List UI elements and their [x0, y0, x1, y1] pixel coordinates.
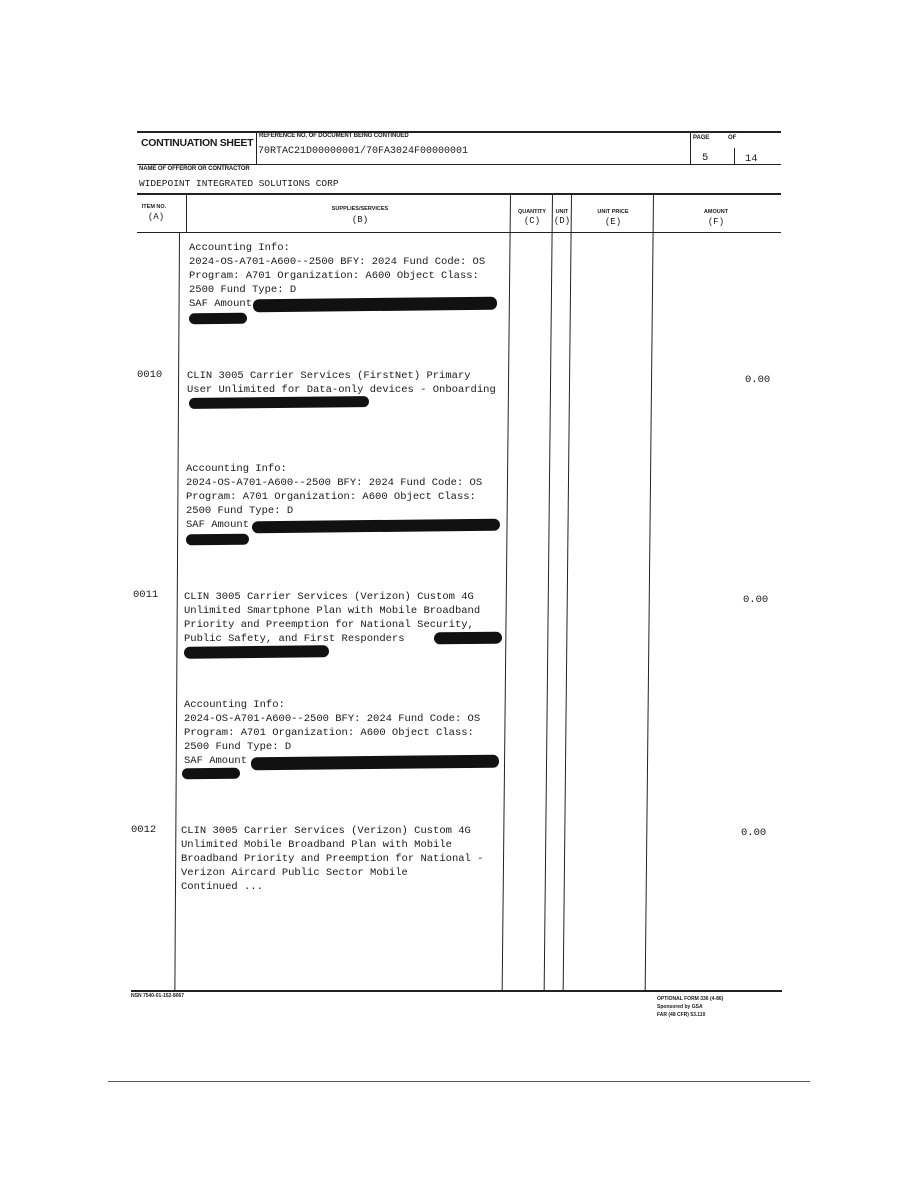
page-total: 14: [745, 153, 758, 165]
col-letter-d: (D): [553, 216, 571, 226]
text-line: Accounting Info:: [184, 699, 285, 711]
text-line: 2024-OS-A701-A600--2500 BFY: 2024 Fund Code: OS: [184, 713, 481, 725]
header-divider-2: [690, 131, 691, 164]
header-mid-rule: [137, 164, 781, 165]
col-letter-b: (B): [351, 215, 369, 225]
text-line: 2500 Fund Type: D: [186, 505, 294, 517]
ref-value: 70RTAC21D00000001/70FA3024F00000001: [258, 146, 469, 157]
item-no-0010: 0010: [137, 369, 163, 381]
text-line: CLIN 3005 Carrier Services (Verizon) Custom 4G: [181, 825, 471, 837]
col-rule-a-head: [186, 194, 187, 232]
amount-0012: 0.00: [741, 827, 767, 839]
col-rule-e: [645, 194, 654, 990]
redaction-bar: [184, 645, 329, 659]
item-description-0010: [187, 369, 496, 397]
redaction-bar: [251, 755, 499, 771]
col-head-amount: AMOUNT: [703, 209, 729, 215]
redaction-bar: [182, 768, 240, 780]
nsn-number: NSN 7540-01-152-8067: [131, 993, 185, 999]
redaction-bar: [189, 396, 369, 409]
text-line: Continued ...: [181, 881, 263, 893]
redaction-bar: [434, 632, 502, 645]
table-bottom-rule: [131, 990, 782, 992]
table-top-rule: [137, 193, 781, 195]
item-no-0012: 0012: [131, 824, 157, 836]
ref-label: REFERENCE NO. OF DOCUMENT BEING CONTINUED: [259, 133, 409, 139]
col-rule-b: [502, 194, 511, 990]
text-line: Accounting Info:: [186, 463, 287, 475]
text-line: Verizon Aircard Public Sector Mobile: [181, 867, 408, 879]
col-letter-e: (E): [604, 217, 622, 227]
text-line: Program: A701 Organization: A600 Object Class:: [186, 491, 476, 503]
offeror-label: NAME OF OFFEROR OR CONTRACTOR: [139, 166, 250, 172]
form-number: OPTIONAL FORM 336 (4-86): [657, 996, 724, 1002]
header-top-rule: [137, 131, 781, 133]
text-line: CLIN 3005 Carrier Services (FirstNet) Primary: [187, 370, 471, 382]
header-divider-1: [256, 131, 257, 164]
text-line: Unlimited Mobile Broadband Plan with Mobile: [181, 839, 452, 851]
header-divider-3: [734, 148, 735, 164]
text-line: SAF Amount: [184, 755, 248, 767]
table-header-rule: [137, 232, 781, 233]
text-line: Program: A701 Organization: A600 Object Class:: [189, 270, 479, 282]
text-line: Accounting Info:: [189, 242, 290, 254]
col-rule-d: [563, 194, 572, 990]
text-line: 2024-OS-A701-A600--2500 BFY: 2024 Fund Code: OS: [189, 256, 486, 268]
text-line: 2500 Fund Type: D: [184, 741, 292, 753]
redaction-bar: [186, 534, 249, 546]
text-line: SAF Amount: [186, 519, 250, 531]
page-number: 5: [702, 152, 709, 164]
col-head-unit-price: UNIT PRICE: [597, 209, 629, 215]
text-line: Public Safety, and First Responders: [184, 633, 405, 645]
col-letter-c: (C): [523, 216, 541, 226]
of-label: OF: [728, 135, 737, 141]
col-rule-a: [174, 232, 180, 990]
col-head-item: ITEM NO.: [141, 204, 167, 210]
text-line: User Unlimited for Data-only devices - Onboarding: [187, 384, 496, 396]
form-regulation: FAR (48 CFR) 53.110: [657, 1012, 706, 1018]
text-line: 2500 Fund Type: D: [189, 284, 297, 296]
col-rule-c: [544, 194, 553, 990]
col-head-supplies: SUPPLIES/SERVICES: [331, 206, 389, 212]
scan-edge-rule: [108, 1081, 810, 1082]
item-description-0012: [181, 824, 483, 894]
text-line: Program: A701 Organization: A600 Object Class:: [184, 727, 474, 739]
text-line: Priority and Preemption for National Security,: [184, 619, 474, 631]
amount-0010: 0.00: [745, 374, 771, 386]
sheet-title: CONTINUATION SHEET: [141, 137, 254, 149]
text-line: Unlimited Smartphone Plan with Mobile Broadband: [184, 605, 481, 617]
col-letter-f: (F): [707, 217, 725, 227]
amount-0011: 0.00: [743, 594, 769, 606]
col-letter-a: (A): [147, 212, 165, 222]
col-head-unit: UNIT: [555, 209, 569, 215]
item-no-0011: 0011: [133, 589, 159, 601]
page-label: PAGE: [693, 135, 710, 141]
text-line: Broadband Priority and Preemption for National -: [181, 853, 484, 865]
text-line: CLIN 3005 Carrier Services (Verizon) Custom 4G: [184, 591, 474, 603]
col-head-quantity: QUANTITY: [517, 209, 547, 215]
form-sponsor: Sponsored by GSA: [657, 1004, 703, 1010]
redaction-bar: [189, 313, 247, 325]
redaction-bar: [253, 297, 497, 313]
offeror-value: WIDEPOINT INTEGRATED SOLUTIONS CORP: [139, 178, 339, 189]
text-line: 2024-OS-A701-A600--2500 BFY: 2024 Fund Code: OS: [186, 477, 483, 489]
text-line: SAF Amount: [189, 298, 253, 310]
